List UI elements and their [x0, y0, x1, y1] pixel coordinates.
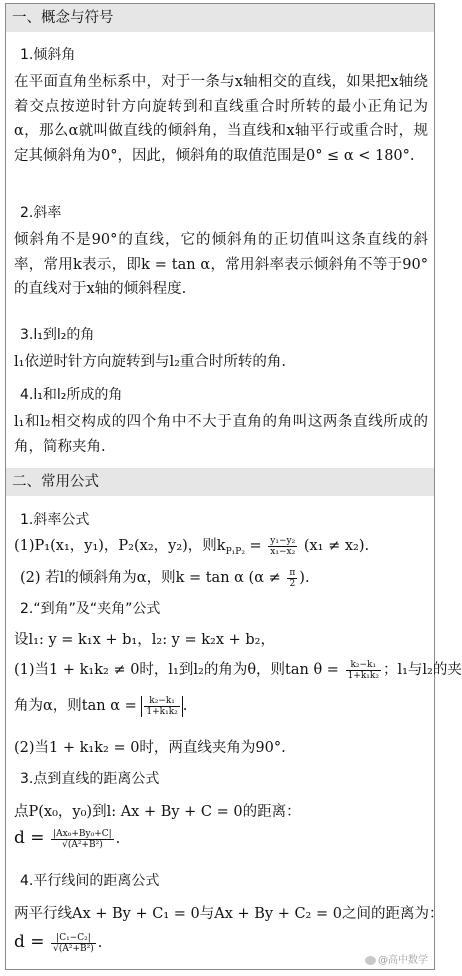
formula-point-line-statement: 点P(x₀，y₀)到l: Ax + By + C = 0的距离： — [14, 804, 301, 820]
formula-text: (1)P₁(x₁，y₁)，P₂(x₂，y₂)，则k — [14, 538, 226, 554]
watermark — [365, 951, 428, 966]
fraction-numerator: |Ax₀+By₀+C| — [53, 828, 112, 839]
fraction-numerator: k₂−k₁ — [346, 660, 381, 671]
subheading-angle-formulas: 2.“到角”及“夹角”公式 — [20, 601, 161, 617]
formula-lead: d = — [14, 828, 45, 848]
weibo-logo-icon — [365, 956, 376, 965]
formula-line-definitions: 设l₁: y = k₁x + b₁，l₂: y = k₂x + b₂， — [14, 632, 275, 648]
formula-tan-theta — [14, 658, 462, 681]
fraction — [346, 660, 381, 681]
fraction-denominator: 2 — [289, 578, 296, 589]
subheading-parallel-distance: 4.平行线间的距离公式 — [20, 873, 160, 889]
formula-tan-alpha — [14, 694, 187, 717]
subheading-slope: 2.斜率 — [20, 205, 62, 221]
paragraph-slope: 倾斜角不是90°的直线，它的倾斜角的正切值叫这条直线的斜率，常用k表示，即k = tan α，常用斜率表示倾斜角不等于90°的直线对于x轴的倾斜程度. — [14, 232, 428, 297]
formula-text: (2) 若l的倾斜角为α，则k = tan α (α ≠ — [20, 570, 281, 586]
absolute-value — [141, 696, 182, 717]
formula-slope-two-points: (1)P₁(x₁，y₁)，P₂(x₂，y₂)，则$k_{P_1P_2}$ = $\frac{\text{y₁−y₂}}{\text{x₁−x₂}}$ (x₁ ≠ x₂). — [14, 535, 370, 557]
fraction-numerator: k₂−k₁ — [144, 696, 179, 707]
fraction — [268, 536, 297, 557]
fraction — [144, 696, 179, 717]
formula-text: (1)当1 + k₁k₂ ≠ 0时，l₁到l₂的角为θ，则tan θ = — [14, 662, 339, 678]
section-header-concepts: 一、概念与符号 — [6, 4, 434, 32]
subheading-angle-between-lines: 4.l₁和l₂所成的角 — [20, 387, 123, 403]
formula-lead: d = — [14, 932, 45, 952]
paragraph-inclination-angle: 在平面直角坐标系中，对于一条与x轴相交的直线，如果把x轴绕着交点按逆时针方向旋转到和直线重合时所转的最小正角记为α，那么α就叫做直线的倾斜角，当直线和x轴平行或重合时，规定其倾斜角为0°，因此，倾斜角的取值范围是0° ≤ α < 180°. — [14, 74, 428, 164]
watermark-text: @高中数学 — [378, 955, 428, 966]
fraction-numerator: π — [289, 567, 296, 578]
subheading-inclination-angle: 1.倾斜角 — [20, 47, 76, 63]
formula-tail: . — [97, 935, 103, 951]
formula-tail: ). — [299, 570, 310, 586]
fraction-denominator: √(A²+B²) — [53, 943, 94, 954]
formula-tail: . — [182, 698, 188, 714]
formula-subscript: P₁P₂ — [225, 546, 245, 557]
formula-condition: (x₁ ≠ x₂). — [303, 538, 370, 554]
formula-parallel-statement: 两平行线Ax + By + C₁ = 0与Ax + By + C₂ = 0之间的距离为： — [14, 906, 444, 922]
section-header-formulas: 二、常用公式 — [6, 468, 434, 496]
formula-slope-angle — [20, 566, 310, 589]
formula-text: 角为α，则tan α = — [14, 698, 137, 714]
fraction-denominator: 1+k₁k₂ — [347, 670, 379, 681]
document-page — [5, 3, 462, 970]
fraction — [51, 829, 114, 850]
fraction-denominator: √(A²+B²) — [62, 839, 103, 850]
subheading-point-line-distance: 3.点到直线的距离公式 — [20, 771, 160, 787]
fraction-numerator: |C₁−C₂| — [51, 933, 96, 944]
subheading-angle-l1-to-l2: 3.l₁到l₂的角 — [20, 327, 95, 343]
fraction-denominator: x₁−x₂ — [270, 546, 296, 557]
formula-point-line-distance — [14, 828, 120, 850]
fraction — [287, 568, 297, 589]
formula-perpendicular: (2)当1 + k₁k₂ = 0时，两直线夹角为90°. — [14, 740, 286, 756]
fraction — [51, 933, 96, 954]
paragraph-angle-l1-to-l2: l₁依逆时针方向旋转到与l₂重合时所转的角. — [14, 354, 287, 370]
formula-tail: ；l₁与l₂的夹 — [382, 662, 462, 678]
fraction-numerator: y₁−y₂ — [270, 535, 296, 546]
fraction-denominator: 1+k₁k₂ — [146, 706, 178, 717]
formula-tail: . — [115, 831, 121, 847]
subheading-slope-formula: 1.斜率公式 — [20, 512, 90, 528]
paragraph-angle-between-lines: l₁和l₂相交构成的四个角中不大于直角的角叫这两条直线所成的角，简称夹角. — [14, 414, 428, 455]
formula-parallel-distance — [14, 932, 102, 954]
